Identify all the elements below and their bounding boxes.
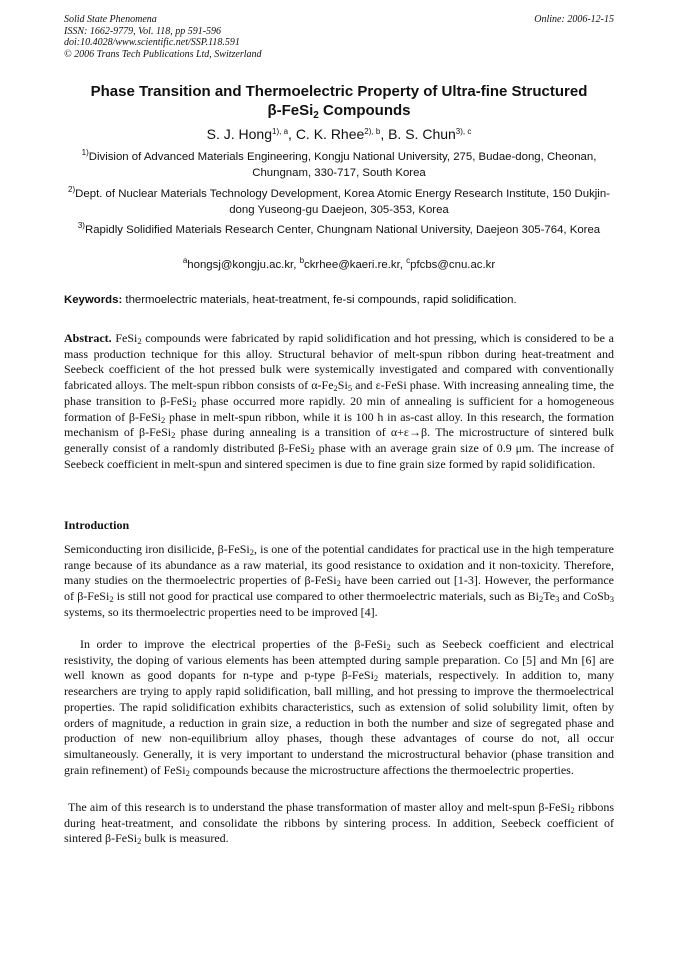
- online-date: Online: 2006-12-15: [534, 14, 614, 25]
- abstract-paragraph: [64, 331, 614, 472]
- email-address: hongsj@kongju.ac.kr: [187, 259, 294, 271]
- subscript: 2: [373, 673, 379, 684]
- affiliation-2: [64, 187, 614, 218]
- keywords-line: [64, 293, 614, 308]
- subscript: 2: [539, 594, 544, 605]
- affiliation-mark: 1): [81, 148, 89, 157]
- email-mark: c: [406, 256, 411, 265]
- subscript: 2: [185, 767, 190, 778]
- subscript: 2: [336, 578, 341, 589]
- subscript: 2: [171, 430, 176, 441]
- abstract-label: Abstract.: [64, 331, 112, 345]
- email-mark: b: [299, 256, 305, 265]
- affiliation-text: Division of Advanced Materials Engineering, Kongju National University, 275, Budae-dong, Cheonan, Chungnam, 330-717, South Korea: [88, 151, 597, 179]
- intro-paragraph-2: [64, 637, 614, 778]
- keywords-text: thermoelectric materials, heat-treatment, fe-si compounds, rapid solidification.: [122, 294, 517, 306]
- keywords-label: Keywords:: [64, 294, 123, 306]
- doi-line: doi:10.4028/www.scientific.net/SSP.118.591: [64, 37, 240, 49]
- copyright-line: © 2006 Trans Tech Publications Ltd, Switzerland: [64, 48, 262, 60]
- author-affil-mark: 1), a: [272, 127, 289, 136]
- author-affil-mark: 2), b: [364, 127, 381, 136]
- title-formula: β-FeSi: [267, 102, 314, 119]
- subscript: 2: [160, 414, 166, 425]
- subscript: 2: [137, 336, 142, 346]
- email-mark: a: [182, 256, 188, 265]
- subscript: 3: [555, 594, 560, 605]
- email-address: pfcbs@cnu.ac.kr: [410, 259, 496, 271]
- author-name: B. S. Chun: [388, 126, 456, 142]
- affiliation-mark: 3): [77, 221, 85, 230]
- subscript: 2: [333, 383, 338, 394]
- author-list: S. J. Hong$^{1), a}$, C. K. Rhee$^{2), b}$, B. S. Chun$^{3), c}$: [206, 126, 472, 142]
- subscript: 2: [249, 547, 255, 557]
- subscript: 5: [347, 383, 353, 394]
- title-line-2: [64, 101, 614, 120]
- affiliation-mark: 2): [68, 185, 76, 194]
- subscript: 2: [310, 445, 315, 456]
- subscript: 3: [609, 594, 615, 605]
- affiliation-1: [64, 150, 614, 181]
- email-list: $^a$hongsj@kongju.ac.kr, $^b$ckrhee@kaeri.re.kr, $^c$pfcbs@cnu.ac.kr: [182, 256, 496, 271]
- email-address: ckrhee@kaeri.re.kr: [304, 259, 400, 271]
- author-affil-mark: 3), c: [455, 127, 472, 136]
- introduction-heading: Introduction: [64, 518, 130, 532]
- author-name: S. J. Hong: [206, 126, 273, 142]
- journal-name: Solid State Phenomena: [64, 14, 157, 25]
- issn-line: ISSN: 1662-9779, Vol. 118, pp 591-596: [64, 25, 222, 37]
- paper-title: [64, 82, 614, 120]
- intro-paragraph-2-text: In order to improve the electrical properties of the β-FeSi$_2$ such as Seebeck coefficient and electrical resistivity, the doping of various elements has been attempted during sample preparation. Co [5] and Mn [6] are well known as good dopants for n-type and p-type β-FeSi$_2$ materials, respectively. In addition to, many researchers are trying to apply rapid solidification, ball milling, and hot pressing to improve the thermoelectrical properties. The rapid solidification exhibits characteristics, such as extension of solid solubility limit, often by orders of magnitude, a reduction in grain size, a reduction in both the number and size of segregated phase and production of new non-equilibrium alloy phases, though these advantages of course do not, all occur simultaneously. Generally, it is very important to understand the microstructural behavior (phase transition and grain refinement) of FeSi$_2$ compounds because the microstructure affections the thermoelectric properties.: [64, 637, 615, 778]
- subscript: 2: [137, 836, 142, 847]
- affiliation-text: Rapidly Solidified Materials Research Center, Chungnam National University, Daejeon 305-764, Korea: [84, 224, 601, 236]
- affiliation-3: [64, 223, 614, 239]
- affiliation-text: Dept. of Nuclear Materials Technology Development, Korea Atomic Energy Research Institute, 150 Dukjin-dong Yuseong-gu Daejeon, 305-353, Korea: [75, 188, 610, 216]
- intro-paragraph-3-text: The aim of this research is to understand the phase transformation of master alloy and melt-spun β-FeSi$_2$ ribbons during heat-treatment, and consolidate the ribbons by sintering process. In addition, Seebeck coefficient of sintered β-FeSi$_2$ bulk is measured.: [64, 800, 614, 847]
- subscript: 2: [570, 805, 575, 815]
- title-line-1: Phase Transition and Thermoelectric Property of Ultra-fine Structured: [90, 83, 588, 100]
- title-subscript: 2: [313, 110, 319, 121]
- journal-header: [64, 14, 262, 60]
- intro-paragraph-3: [64, 800, 614, 847]
- intro-paragraph-1: Semiconducting iron disilicide, β-FeSi$_2$, is one of the potential candidates for practical use in the high temperature range because of its abundance as a raw material, its good resistance to oxidation and it non-toxicity. Therefore, many studies on the thermoelectric properties of β-FeSi$_2$ have been carried out [1-3]. However, the performance of β-FeSi$_2$ is still not good for practical use compared to other thermoelectric materials, such as $Bi_2Te_3$ and CoSb$_3$ systems, so its thermoelectric properties need to be improved [4].: [64, 542, 615, 619]
- abstract-body: FeSi$_2$ compounds were fabricated by rapid solidification and hot pressing, which is considered to be a mass production technique for this alloy. Structural behavior of melt-spun ribbon during heat-treatment and Seebeck coefficient of the hot pressed bulk were systemically investigated and compared with conventionally fabricated alloys. The melt-spun ribbon consists of $\alpha-Fe_2Si_5$ and ε-FeSi phase. With increasing annealing time, the phase transition to β-FeSi$_2$ phase occurred more rapidly. 20 min of annealing is sufficient for a homogeneous formation of β-FeSi$_2$ phase in melt-spun ribbon, while it is 100 h in as-cast alloy. In this research, the formation mechanism of β-FeSi$_2$ phase during annealing is a transition of α+ε→β. The microstructure of sintered bulk generally consist of a randomly distributed β-FeSi$_2$ phase with an average grain size of 0.9 μm. The increase of Seebeck coefficient in melt-spun and sintered specimen is due to fine grain size formed by rapid solidification.: [64, 331, 614, 471]
- author-name: C. K. Rhee: [295, 126, 365, 142]
- subscript: 2: [109, 594, 114, 605]
- subscript: 2: [192, 398, 197, 409]
- subscript: 2: [386, 642, 391, 652]
- title-suffix: Compounds: [318, 102, 411, 119]
